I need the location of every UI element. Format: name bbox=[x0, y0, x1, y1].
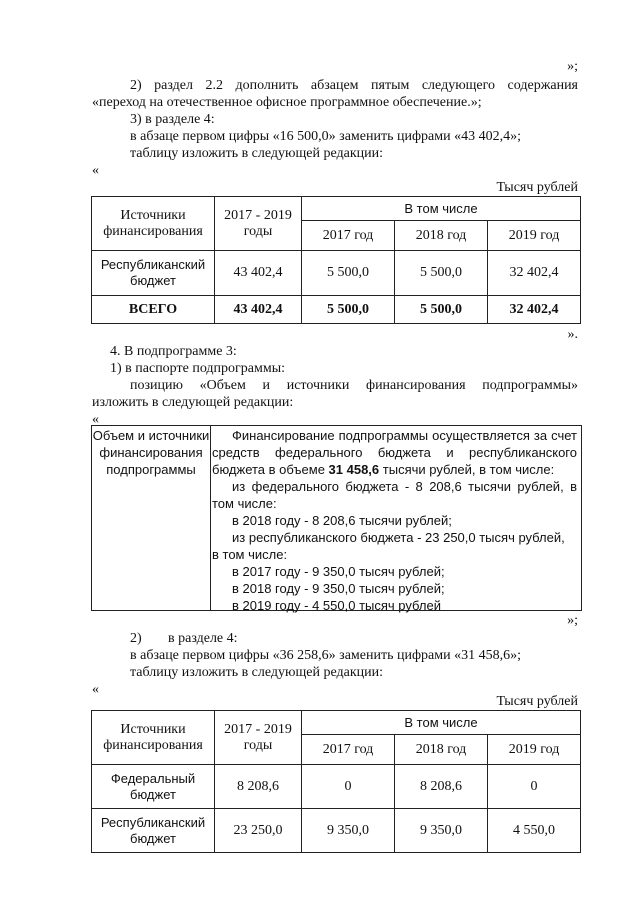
passport-line: из федерального бюджета - 8 208,6 тысячи рублей, в bbox=[232, 479, 577, 494]
row-2019: 4 550,0 bbox=[488, 809, 581, 853]
passport-line: из республиканского бюджета - 23 250,0 тысяч рублей, bbox=[232, 530, 565, 545]
header-period: 2017 - 2019 годы bbox=[215, 711, 302, 765]
paragraph-line: 2) раздел 2.2 дополнить абзацем пятым следующего содержания bbox=[130, 78, 578, 93]
header-year-2018: 2018 год bbox=[395, 221, 488, 251]
passport-line: средств федерального бюджета и республиканского bbox=[212, 445, 577, 460]
passport-box bbox=[91, 425, 582, 611]
header-year-2017: 2017 год bbox=[302, 221, 395, 251]
paragraph-line: изложить в следующей редакции: bbox=[92, 395, 294, 410]
closing-quote-1: »; bbox=[567, 59, 578, 74]
header-including: В том числе bbox=[302, 711, 581, 735]
passport-text bbox=[212, 427, 577, 614]
paragraph-line: таблицу изложить в следующей редакции: bbox=[130, 665, 384, 680]
passport-label: Объем и источники финансирования подпрограммы bbox=[92, 426, 211, 610]
opening-quote-3: « bbox=[92, 682, 99, 697]
paragraph-line: в абзаце первом цифры «36 258,6» заменить цифрами «31 458,6»; bbox=[130, 648, 521, 663]
row-2019: 32 402,4 bbox=[488, 296, 581, 324]
closing-quote-3: »; bbox=[567, 613, 578, 628]
paragraph-line: 4. В подпрограмме 3: bbox=[110, 344, 237, 359]
passport-line: в том числе: bbox=[212, 547, 288, 562]
table-row bbox=[92, 251, 581, 296]
row-2018: 5 500,0 bbox=[395, 251, 488, 296]
row-2019: 0 bbox=[488, 765, 581, 809]
passport-line: в 2018 году - 8 208,6 тысячи рублей; bbox=[232, 513, 452, 528]
row-2019: 32 402,4 bbox=[488, 251, 581, 296]
paragraph-line: позицию «Объем и источники финансирования подпрограммы» bbox=[130, 378, 578, 393]
row-total: 23 250,0 bbox=[215, 809, 302, 853]
row-2017: 5 500,0 bbox=[302, 251, 395, 296]
paragraph-line: «переход на отечественное офисное программное обеспечение.»; bbox=[92, 95, 482, 110]
paragraph-line: 3) в разделе 4: bbox=[130, 112, 215, 127]
table-row bbox=[92, 765, 581, 809]
header-sources: Источники финансирования bbox=[92, 711, 215, 765]
paragraph-line: 1) в паспорте подпрограммы: bbox=[110, 361, 286, 376]
funding-table-1 bbox=[91, 196, 581, 324]
header-including: В том числе bbox=[302, 197, 581, 221]
passport-line: Финансирование подпрограммы осуществляется за счет bbox=[232, 428, 577, 443]
passport-line: том числе: bbox=[212, 496, 277, 511]
header-year-2017: 2017 год bbox=[302, 735, 395, 765]
row-2018: 5 500,0 bbox=[395, 296, 488, 324]
paragraph-line: в разделе 4: bbox=[168, 631, 238, 646]
row-total: 43 402,4 bbox=[215, 296, 302, 324]
row-name: ВСЕГО bbox=[92, 296, 215, 324]
row-name: Федеральный бюджет bbox=[92, 765, 215, 809]
row-2017: 9 350,0 bbox=[302, 809, 395, 853]
unit-label-2: Тысяч рублей bbox=[496, 694, 578, 709]
row-2018: 8 208,6 bbox=[395, 765, 488, 809]
row-2017: 0 bbox=[302, 765, 395, 809]
row-name: Республиканский бюджет bbox=[92, 251, 215, 296]
passport-line: в 2019 году - 4 550,0 тысяч рублей bbox=[232, 598, 441, 613]
row-2017: 5 500,0 bbox=[302, 296, 395, 324]
header-period: 2017 - 2019 годы bbox=[215, 197, 302, 251]
opening-quote-2: « bbox=[92, 412, 99, 427]
paragraph-line: таблицу изложить в следующей редакции: bbox=[130, 146, 384, 161]
row-total: 8 208,6 bbox=[215, 765, 302, 809]
closing-quote-2: ». bbox=[567, 327, 578, 342]
unit-label-1: Тысяч рублей bbox=[496, 180, 578, 195]
header-year-2019: 2019 год bbox=[488, 735, 581, 765]
table-row-total bbox=[92, 296, 581, 324]
funding-table-2 bbox=[91, 710, 581, 853]
header-year-2019: 2019 год bbox=[488, 221, 581, 251]
opening-quote-1: « bbox=[92, 163, 99, 178]
row-name: Республиканский бюджет bbox=[92, 809, 215, 853]
paragraph-line: в абзаце первом цифры «16 500,0» заменить цифрами «43 402,4»; bbox=[130, 129, 521, 144]
row-2018: 9 350,0 bbox=[395, 809, 488, 853]
passport-line: в 2018 году - 9 350,0 тысяч рублей; bbox=[232, 581, 445, 596]
row-total: 43 402,4 bbox=[215, 251, 302, 296]
table-row bbox=[92, 809, 581, 853]
header-year-2018: 2018 год bbox=[395, 735, 488, 765]
header-sources: Источники финансирования bbox=[92, 197, 215, 251]
passport-line: бюджета в объеме 31 458,6 тысячи рублей, в том числе: bbox=[212, 462, 555, 477]
paragraph-line-num: 2) bbox=[130, 631, 142, 646]
passport-line: в 2017 году - 9 350,0 тысяч рублей; bbox=[232, 564, 445, 579]
